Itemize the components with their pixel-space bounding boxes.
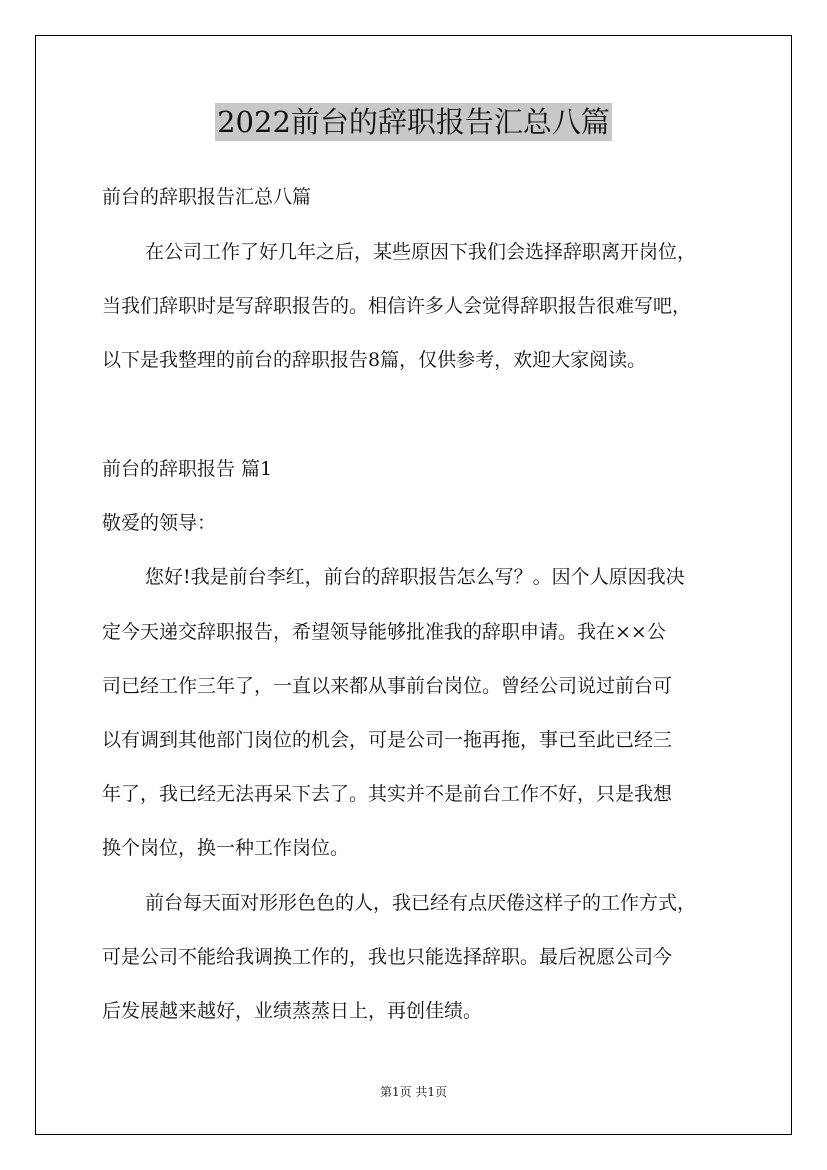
intro-line: 当我们辞职时是写辞职报告的。相信许多人会觉得辞职报告很难写吧， bbox=[102, 295, 692, 317]
paragraph-line: 可是公司不能给我调换工作的，我也只能选择辞职。最后祝愿公司今 bbox=[102, 946, 673, 968]
document-title-text: 2022前台的辞职报告汇总八篇 bbox=[217, 105, 610, 139]
paragraph-line: 换个岗位，换一种工作岗位。 bbox=[102, 837, 350, 859]
paragraph-line: 后发展越来越好，业绩蒸蒸日上，再创佳绩。 bbox=[102, 1000, 483, 1022]
salutation: 敬爱的领导： bbox=[102, 512, 217, 534]
paragraph-line: 前台每天面对形形色色的人，我已经有点厌倦这样子的工作方式， bbox=[145, 892, 697, 914]
document-title bbox=[0, 100, 827, 144]
paragraph-line: 以有调到其他部门岗位的机会，可是公司一拖再拖，事已至此已经三 bbox=[102, 729, 673, 751]
intro-line: 以下是我整理的前台的辞职报告8篇，仅供参考，欢迎大家阅读。 bbox=[102, 349, 647, 371]
subtitle: 前台的辞职报告汇总八篇 bbox=[102, 186, 312, 208]
page-footer: 第1页 共1页 bbox=[379, 1085, 448, 1099]
paragraph-line: 司已经工作三年了，一直以来都从事前台岗位。曾经公司说过前台可 bbox=[102, 675, 673, 697]
paragraph-line: 您好!我是前台李红，前台的辞职报告怎么写？。因个人原因我决 bbox=[145, 566, 685, 588]
paragraph-line: 定今天递交辞职报告，希望领导能够批准我的辞职申请。我在××公 bbox=[102, 621, 666, 643]
intro-line: 在公司工作了好几年之后，某些原因下我们会选择辞职离开岗位， bbox=[145, 241, 697, 263]
paragraph-line: 年了，我已经无法再呆下去了。其实并不是前台工作不好，只是我想 bbox=[102, 783, 673, 805]
section-heading: 前台的辞职报告 篇1 bbox=[102, 458, 273, 480]
